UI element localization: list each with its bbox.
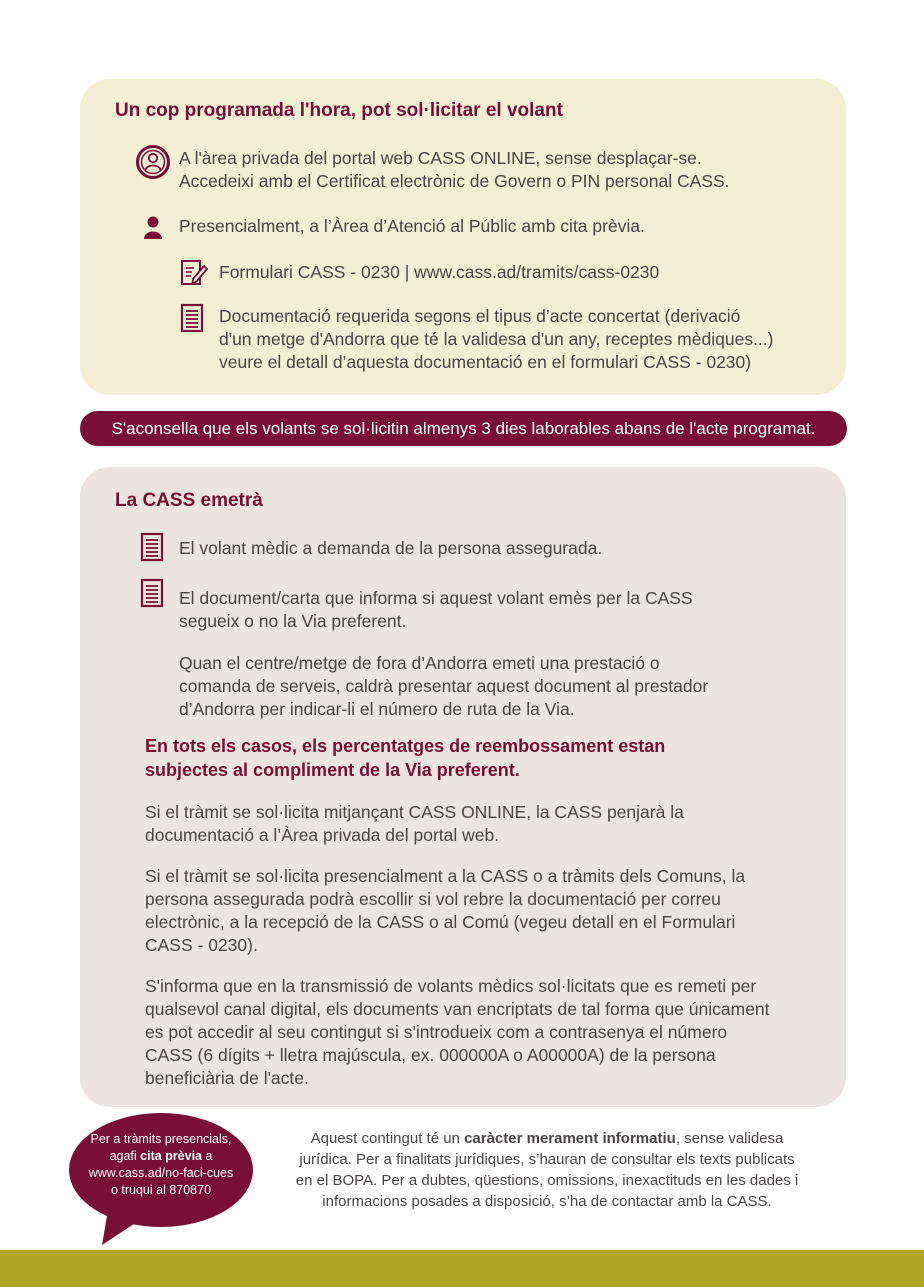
request-panel xyxy=(80,79,846,395)
docs-line-1: Documentació requerida segons el tipus d’acte concertat (derivació xyxy=(219,306,741,326)
presencial-para-line-2: persona assegurada podrà escollir si vol rebre la documentació per correu xyxy=(145,889,721,909)
presencial-option xyxy=(179,215,645,238)
bubble-phone: o truqui al 870870 xyxy=(110,1183,212,1197)
issue-item-volant-text: El volant mèdic a demanda de la persona assegurada. xyxy=(179,538,603,558)
bubble-bold: cita prèvia xyxy=(140,1149,202,1163)
appointment-note xyxy=(68,1131,254,1199)
online-paragraph xyxy=(145,801,684,847)
document-icon xyxy=(180,303,204,333)
disclaimer-line-4: informacions posades a disposició, s’ha de contactar amb la CASS. xyxy=(322,1193,772,1210)
highlight-line-2: subjectes al compliment de la Via preferent. xyxy=(145,760,520,780)
bubble-line-2: agafi cita prèvia a xyxy=(109,1149,213,1163)
issue-item-carta-line-1: El document/carta que informa si aquest volant emès per la CASS xyxy=(179,588,693,608)
online-option xyxy=(179,147,730,193)
form-edit-icon xyxy=(179,257,209,287)
issue-item-volant xyxy=(179,537,602,560)
docs-line-3: veure el detall d’aquesta documentació en el formulari CASS - 0230) xyxy=(219,352,752,372)
cass-issues-heading: La CASS emetrà xyxy=(115,490,263,511)
document-icon xyxy=(140,578,164,608)
cass-issues-panel xyxy=(80,467,846,1107)
form-line: Formulari CASS - 0230 | www.cass.ad/tramits/cass-0230 xyxy=(219,262,660,282)
presencial-paragraph xyxy=(145,865,745,957)
disclaimer xyxy=(262,1128,832,1212)
encrypt-line-4: CASS (6 dígits + lletra majúscula, ex. 000000A o A00000A) de la persona xyxy=(145,1045,716,1065)
presencial-para-line-1: Si el tràmit se sol·licita presencialment a la CASS o a tràmits dels Comuns, la xyxy=(145,866,746,886)
reimbursement-highlight xyxy=(145,734,665,782)
disclaimer-bold: caràcter merament informatiu xyxy=(464,1130,676,1147)
encrypt-line-2: qualsevol canal digital, els documents van encriptats de tal forma que únicament xyxy=(145,999,770,1019)
online-line-2: Accedeixi amb el Certificat electrònic de Govern o PIN personal CASS. xyxy=(179,171,730,191)
carta-note-line-3: d’Andorra per indicar-li el número de ruta de la Via. xyxy=(179,699,575,719)
online-para-line-2: documentació a l’Àrea privada del portal web. xyxy=(145,825,500,845)
bubble-url: www.cass.ad/no-faci-cues xyxy=(88,1166,234,1180)
issue-item-carta-note xyxy=(179,652,708,721)
online-line-1: A l'àrea privada del portal web CASS ONLINE, sense desplaçar-se. xyxy=(179,148,702,168)
bubble-line-1: Per a tràmits presencials, xyxy=(90,1132,232,1146)
presencial-para-line-4: CASS - 0230). xyxy=(145,935,258,955)
encryption-paragraph xyxy=(145,975,770,1090)
footer-bar xyxy=(0,1250,924,1287)
encrypt-line-5: beneficiària de l'acte. xyxy=(145,1068,309,1088)
presencial-para-line-3: electrònic, a la recepció de la CASS o al Comú (vegeu detall en el Formulari xyxy=(145,912,736,932)
docs-line-2: d'un metge d'Andorra que té la validesa d'un any, receptes mèdiques...) xyxy=(219,329,774,349)
highlight-line-1: En tots els casos, els percentatges de reembossament estan xyxy=(145,736,666,756)
carta-note-line-1: Quan el centre/metge de fora d’Andorra emeti una prestació o xyxy=(179,653,660,673)
encrypt-line-3: es pot accedir al seu contingut si s'introdueix com a contrasenya el número xyxy=(145,1022,728,1042)
document-icon xyxy=(140,532,164,562)
issue-item-carta xyxy=(179,587,693,633)
presencial-line: Presencialment, a l’Àrea d’Atenció al Públic amb cita prèvia. xyxy=(179,216,645,236)
carta-note-line-2: comanda de serveis, caldrà presentar aquest document al prestador xyxy=(179,676,709,696)
disclaimer-line-2: jurídica. Per a finalitats jurídiques, s’hauran de consultar els texts publicats xyxy=(299,1151,795,1168)
disclaimer-line-3: en el BOPA. Per a dubtes, qüestions, omissions, inexactituds en les dades i xyxy=(295,1172,799,1189)
advice-banner: S'aconsella que els volants se sol·licitin almenys 3 dies laborables abans de l'acte programat. xyxy=(80,411,847,446)
encrypt-line-1: S'informa que en la transmissió de volants mèdics sol·licitats que es remeti per xyxy=(145,976,757,996)
user-circle-icon xyxy=(135,144,171,180)
online-para-line-1: Si el tràmit se sol·licita mitjançant CASS ONLINE, la CASS penjarà la xyxy=(145,802,684,822)
issue-item-carta-line-2: segueix o no la Via preferent. xyxy=(179,611,407,631)
person-icon xyxy=(143,215,163,241)
form-reference xyxy=(219,261,659,284)
docs-required xyxy=(219,305,773,374)
request-heading: Un cop programada l'hora, pot sol·licitar el volant xyxy=(115,100,563,121)
disclaimer-line-1: Aquest contingut té un caràcter merament informatiu, sense validesa xyxy=(310,1130,784,1147)
